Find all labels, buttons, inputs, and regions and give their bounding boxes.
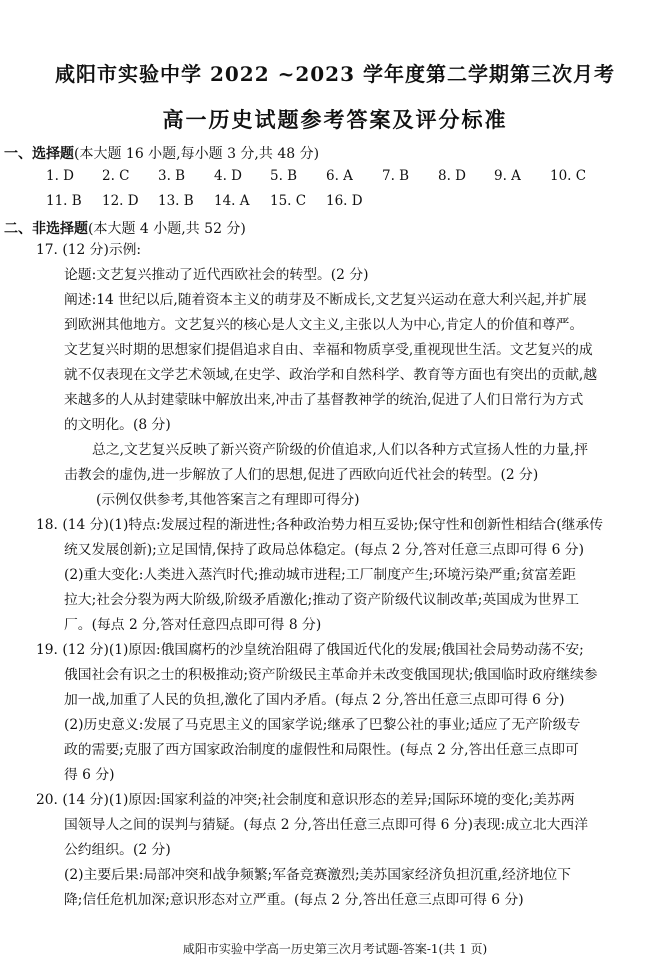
section-note: (本大题 4 小题,共 52 分) (88, 221, 246, 237)
text-line: (2)主要后果:局部冲突和战争频繁;军备竞赛激烈;美苏国家经济负担沉重,经济地位下 (64, 867, 571, 883)
text-line: 俄国社会有识之士的积极推动;资产阶级民主革命并未改变俄国现状;俄国临时政府继续参 (64, 667, 598, 683)
answer-item: 11. B (46, 193, 82, 209)
answer-item: 3. B (158, 168, 186, 184)
q17-heading: 17. (12 分)示例: (36, 242, 142, 258)
text-line: (2)重大变化:人类进入蒸汽时代;推动城市进程;工厂制度产生;环境污染严重;贫富差距 (64, 567, 576, 583)
answer-item: 15. C (270, 193, 307, 209)
answer-item: 13. B (158, 193, 194, 209)
section-note: (本大题 16 小题,每小题 3 分,共 48 分) (74, 146, 320, 162)
q18-line: 18. (14 分)(1)特点:发展过程的渐进性;各种政治势力相互妥协;保守性和创新性相结合(继承传 (36, 517, 603, 533)
text-line: 文艺复兴时期的思想家们提倡追求自由、幸福和物质享受,重视现世生活。文艺复兴的成 (64, 342, 593, 358)
answer-item: 7. B (382, 168, 410, 184)
text-line: 总之,文艺复兴反映了新兴资产阶级的价值追求,人们以各种方式宣扬人性的力量,抨 (92, 442, 589, 458)
answer-item: 16. D (326, 193, 363, 209)
exam-title: 咸阳市实验中学 2022 ~2023 学年度第二学期第三次月考 (55, 62, 615, 86)
answer-item: 14. A (214, 193, 250, 209)
text-line: 来越多的人从封建蒙昧中解放出来,冲击了基督教神学的统治,促进了人们日常行为方式 (64, 392, 584, 408)
answer-item: 6. A (326, 168, 353, 184)
answers-row-1 (46, 168, 606, 184)
section-heading: 一、选择题 (4, 146, 74, 162)
text-line: 论题:文艺复兴推动了近代西欧社会的转型。(2 分) (64, 267, 369, 283)
text-line: 统又发展创新);立足国情,保持了政局总体稳定。(每点 2 分,答对任意三点即可得 6 分) (64, 542, 584, 558)
text-line: 拉大;社会分裂为两大阶级,阶级矛盾激化;推动了资产阶级代议制改革;英国成为世界工 (64, 592, 580, 608)
answer-key-title: 高一历史试题参考答案及评分标准 (162, 107, 508, 132)
section-heading: 二、非选择题 (4, 221, 88, 237)
answers-row-2 (46, 193, 382, 209)
text-line: 得 6 分) (64, 767, 115, 783)
q20-line: 20. (14 分)(1)原因:国家利益的冲突;社会制度和意识形态的差异;国际环境的变化;美苏两 (36, 792, 575, 808)
q19-line: 19. (12 分)(1)原因:俄国腐朽的沙皇统治阻碍了俄国近代化的发展;俄国社会局势动荡不安; (36, 642, 584, 658)
text-line: 政的需要;克服了西方国家政治制度的虚假性和局限性。(每点 2 分,答出任意三点即可 (64, 742, 579, 758)
section-multiple-choice-heading (4, 143, 319, 163)
text-line: 公约组织。(2 分) (64, 842, 171, 858)
text-line: 就不仅表现在文学艺术领域,在史学、政治学和自然科学、教育等方面也有突出的贡献,越 (64, 367, 598, 383)
text-line: 降;信任危机加深;意识形态对立严重。(每点 2 分,答出任意三点即可得 6 分) (64, 892, 524, 908)
answer-item: 5. B (270, 168, 298, 184)
answer-item: 8. D (438, 168, 466, 184)
answer-item: 2. C (102, 168, 130, 184)
page-footer: 咸阳市实验中学高一历史第三次月考试题-答案-1(共 1 页) (182, 942, 488, 956)
answer-item: 9. A (494, 168, 521, 184)
text-line: (示例仅供参考,其他答案言之有理即可得分) (96, 492, 360, 508)
text-line: 击教会的虚伪,进一步解放了人们的思想,促进了西欧向近代社会的转型。(2 分) (64, 467, 539, 483)
answer-item: 4. D (214, 168, 242, 184)
text-line: 的文明化。(8 分) (64, 417, 171, 433)
text-line: 加一战,加重了人民的负担,激化了国内矛盾。(每点 2 分,答出任意三点即可得 6 分) (64, 692, 565, 708)
answer-item: 1. D (46, 168, 74, 184)
text-line: 厂。(每点 2 分,答对任意四点即可得 8 分) (64, 617, 322, 633)
text-line: 国领导人之间的误判与猜疑。(每点 2 分,答出任意三点即可得 6 分)表现:成立北大西洋 (64, 817, 588, 833)
text-line: 阐述:14 世纪以后,随着资本主义的萌芽及不断成长,文艺复兴运动在意大利兴起,并扩展 (64, 292, 587, 308)
section-essay-heading (4, 218, 246, 238)
answer-item: 12. D (102, 193, 139, 209)
text-line: 到欧洲其他地方。文艺复兴的核心是人文主义,主张以人为中心,肯定人的价值和尊严。 (64, 317, 584, 333)
text-line: (2)历史意义:发展了马克思主义的国家学说;继承了巴黎公社的事业;适应了无产阶级专 (64, 717, 581, 733)
answer-item: 10. C (550, 168, 587, 184)
